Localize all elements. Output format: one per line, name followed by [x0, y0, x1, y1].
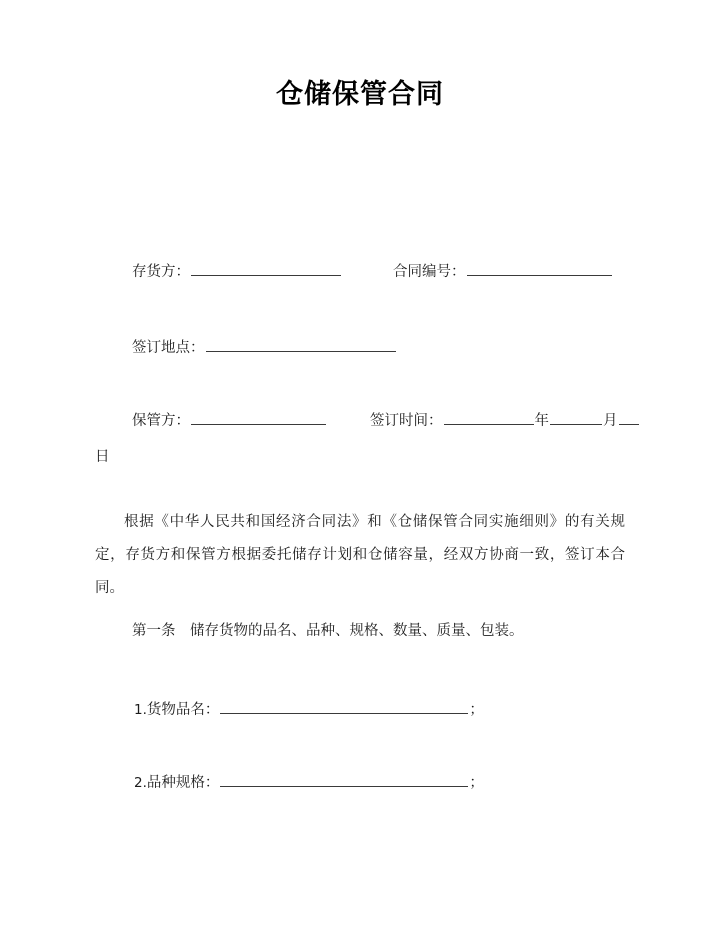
clause-1-heading: 第一条 储存货物的品名、品种、规格、数量、质量、包装。	[132, 623, 524, 639]
page-title: 仓储保管合同	[276, 79, 444, 110]
signing-year-input-blank[interactable]	[444, 409, 534, 425]
signing-place-input-blank[interactable]	[206, 336, 396, 352]
item-2-number: 2.	[134, 775, 147, 791]
item-2-input-blank[interactable]	[220, 771, 468, 787]
field-row-contract-number	[393, 260, 613, 283]
custodian-input-blank[interactable]	[191, 409, 326, 425]
year-unit-label: 年	[534, 413, 549, 429]
field-row-signing-time	[370, 409, 640, 432]
signing-place-label: 签订地点：	[132, 340, 205, 356]
item-1-label: 货物品名：	[146, 702, 220, 718]
day-unit-wrapped	[95, 446, 110, 468]
contract-number-label: 合同编号：	[393, 264, 466, 280]
item-2-terminator: ；	[469, 775, 484, 791]
item-1-terminator: ；	[469, 702, 484, 718]
signing-day-input-blank[interactable]	[619, 409, 639, 425]
field-row-custodian	[132, 409, 327, 432]
consignor-input-blank[interactable]	[191, 260, 341, 276]
preamble-paragraph: 根据《中华人民共和国经济合同法》和《仓储保管合同实施细则》的有关规定，存货方和保管方根据委托储存计划和仓储容量，经双方协商一致，签订本合同。	[95, 514, 625, 596]
field-row-signing-place	[132, 336, 397, 359]
field-row-consignor	[132, 260, 342, 283]
custodian-label: 保管方：	[132, 413, 190, 429]
item-2-label: 品种规格：	[146, 775, 220, 791]
day-unit-label: 日	[95, 449, 110, 465]
list-item	[134, 771, 484, 794]
month-unit-label: 月	[603, 413, 618, 429]
contract-number-input-blank[interactable]	[467, 260, 612, 276]
consignor-label: 存货方：	[132, 264, 190, 280]
item-1-input-blank[interactable]	[220, 698, 468, 714]
list-item	[134, 698, 484, 721]
signing-month-input-blank[interactable]	[550, 409, 602, 425]
item-1-number: 1.	[134, 702, 147, 718]
signing-time-label: 签订时间：	[370, 413, 443, 429]
